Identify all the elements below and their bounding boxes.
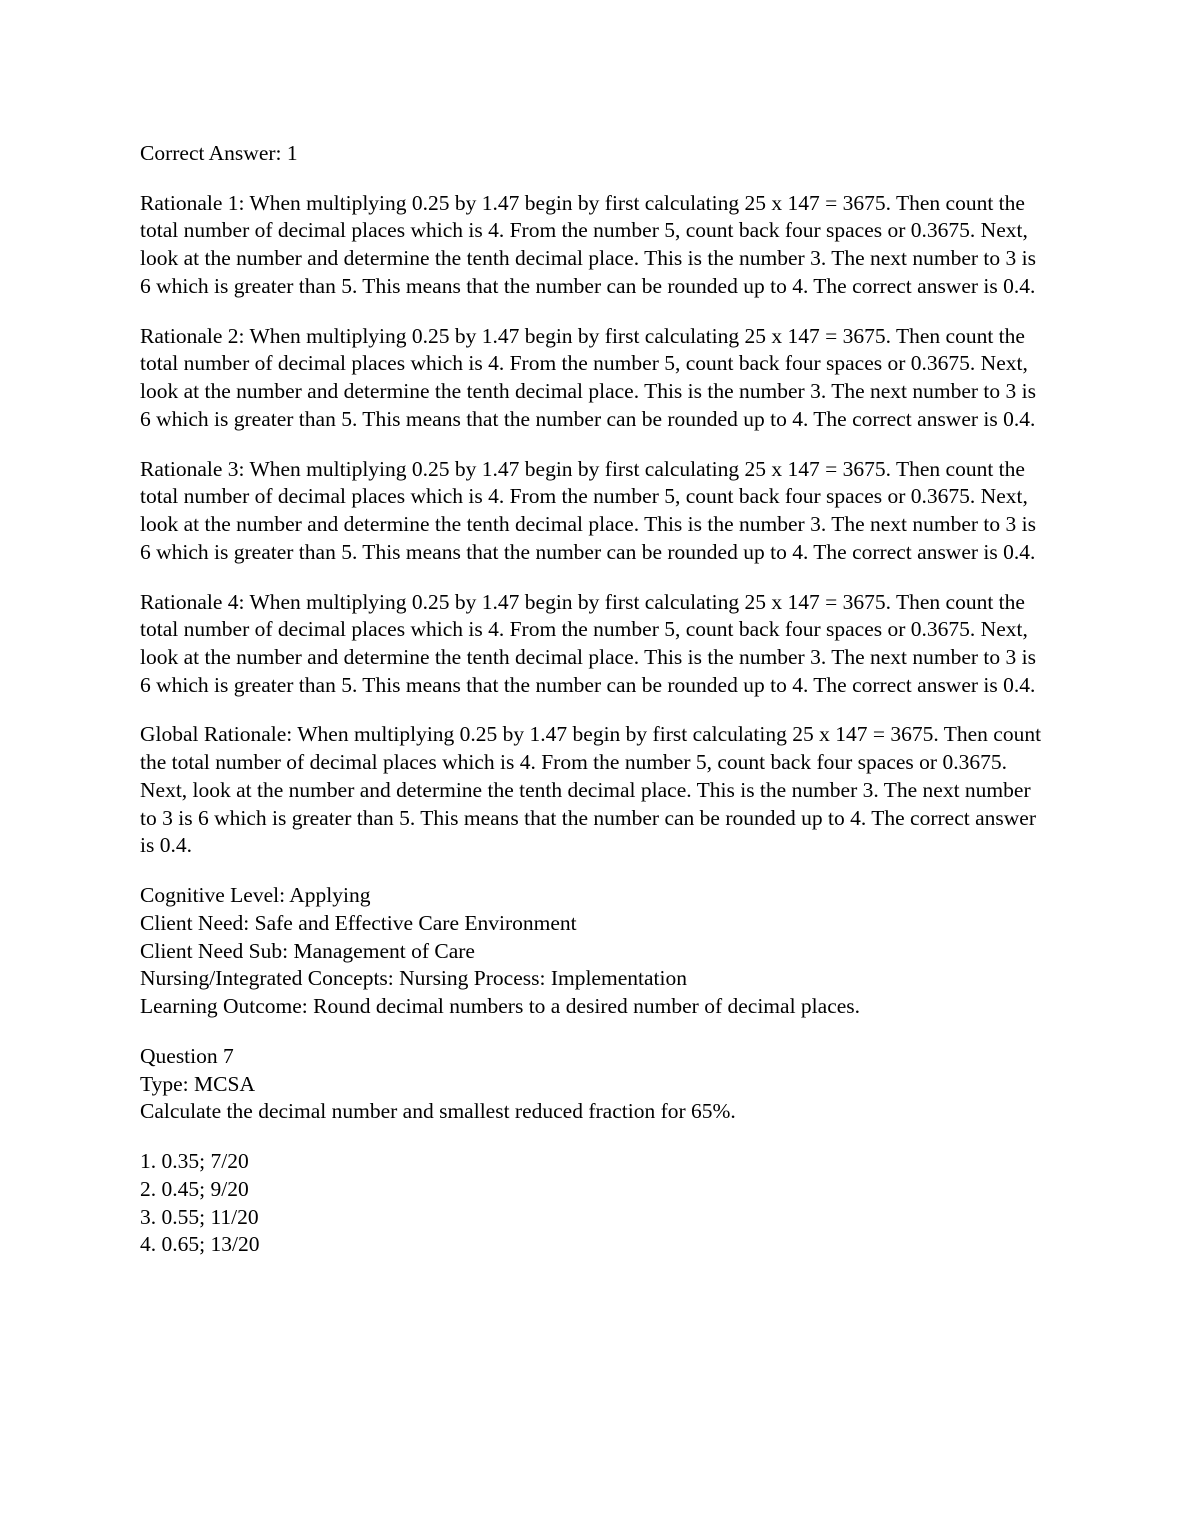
rationale-3: Rationale 3: When multiplying 0.25 by 1.47 begin by first calculating 25 x 147 = 3675. Then count the total number of decimal places which is 4. From the number 5, count back four spaces or 0.3675. Next, look at the number and determine the tenth decimal place. This is the number 3. The next number to 3 is 6 which is greater than 5. This means that the number can be rounded up to 4. The correct answer is 0.4.: [140, 456, 1036, 564]
spacer: [140, 1021, 1050, 1043]
metadata-cognitive-level: Cognitive Level: Applying: [140, 883, 371, 908]
spacer: [140, 1126, 1050, 1148]
metadata-learning-outcome: Learning Outcome: Round decimal numbers to a desired number of decimal places.: [140, 994, 861, 1019]
spacer: [140, 567, 1050, 589]
question-type: Type: MCSA: [140, 1071, 255, 1096]
metadata-client-need: Client Need: Safe and Effective Care Environment: [140, 910, 577, 935]
answer-choice-2: 2. 0.45; 9/20: [140, 1176, 249, 1201]
question-stem: Calculate the decimal number and smallest reduced fraction for 65%.: [140, 1099, 736, 1124]
global-rationale: Global Rationale: When multiplying 0.25 by 1.47 begin by first calculating 25 x 147 = 3675. Then count the total number of decimal places which is 4. From the number 5, count back four spaces or 0.3675. Next, look at the number and determine the tenth decimal place. This is the number 3. The next number to 3 is 6 which is greater than 5. This means that the number can be rounded up to 4. The correct answer is 0.4.: [140, 722, 1042, 858]
spacer: [140, 168, 1050, 190]
answer-choice-3: 3. 0.55; 11/20: [140, 1204, 259, 1229]
spacer: [140, 434, 1050, 456]
answer-choice-1: 1. 0.35; 7/20: [140, 1149, 249, 1174]
correct-answer-line: Correct Answer: 1: [140, 141, 298, 165]
rationale-1: Rationale 1: When multiplying 0.25 by 1.47 begin by first calculating 25 x 147 = 3675. Then count the total number of decimal places which is 4. From the number 5, count back four spaces or 0.3675. Next, look at the number and determine the tenth decimal place. This is the number 3. The next number to 3 is 6 which is greater than 5. This means that the number can be rounded up to 4. The correct answer is 0.4.: [140, 190, 1036, 298]
rationale-2: Rationale 2: When multiplying 0.25 by 1.47 begin by first calculating 25 x 147 = 3675. Then count the total number of decimal places which is 4. From the number 5, count back four spaces or 0.3675. Next, look at the number and determine the tenth decimal place. This is the number 3. The next number to 3 is 6 which is greater than 5. This means that the number can be rounded up to 4. The correct answer is 0.4.: [140, 323, 1036, 431]
metadata-nursing-concepts: Nursing/Integrated Concepts: Nursing Process: Implementation: [140, 966, 687, 991]
next-question-block: [140, 1043, 1050, 1126]
spacer: [140, 301, 1050, 323]
spacer: [140, 860, 1050, 882]
question-number: Question 7: [140, 1043, 234, 1068]
metadata-list: [140, 882, 1050, 1021]
metadata-client-need-sub: Client Need Sub: Management of Care: [140, 938, 475, 963]
spacer: [140, 699, 1050, 721]
answer-choice-4: 4. 0.65; 13/20: [140, 1232, 260, 1257]
answer-choices: [140, 1148, 1050, 1259]
rationale-4: Rationale 4: When multiplying 0.25 by 1.47 begin by first calculating 25 x 147 = 3675. Then count the total number of decimal places which is 4. From the number 5, count back four spaces or 0.3675. Next, look at the number and determine the tenth decimal place. This is the number 3. The next number to 3 is 6 which is greater than 5. This means that the number can be rounded up to 4. The correct answer is 0.4.: [140, 589, 1036, 697]
